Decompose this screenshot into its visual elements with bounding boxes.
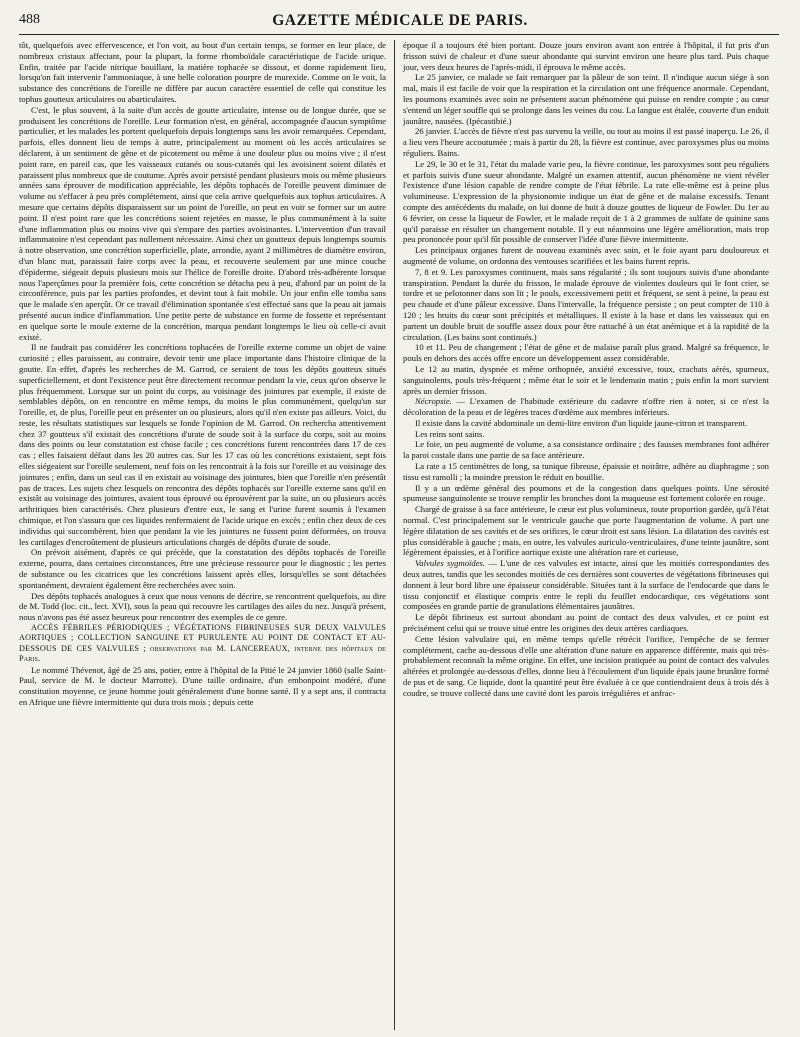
- paragraph: Le nommé Thévenot, âgé de 25 ans, potier, entre à l'hôpital de la Pitié le 24 janvier 1860 (salle Saint-Paul, service de M. le docteur Marrotte). D'une taille ordinaire, d'un embonpoint modéré, d'une constitution moyenne, ce jeune homme jouit généralement d'une bonne santé. Il y a sept ans, il contracta en Afrique une fièvre intermittente qui dura trois mois ; depuis cette: [19, 664, 386, 708]
- paragraph: Le 12 au matin, dyspnée et même orthopnée, anxiété excessive, toux, crachats aérés, spumeux, sanguinolents, pouls très-fréquent ; même état le soir et le lendemain matin ; puis enfin la mort survient après un dernier frisson.: [403, 363, 769, 396]
- paragraph: Le foie, un peu augmenté de volume, a sa consistance ordinaire ; des fausses membranes font adhérer la paroi costale dans une partie de sa face antérieure.: [403, 439, 769, 461]
- paragraph: C'est, le plus souvent, à la suite d'un accès de goutte articulaire, intense ou de longue durée, que se produisent les concrétions de l'oreille. Leur formation n'est, en général, accompagnée d'aucun symptôme particulier, et les malades les portent quelquefois depuis longtemps sans les avoir remarquées. Cependant, parfois, elles donnent lieu de temps à autre, principalement au moment où les accès articulaires se déclarent, à un sentiment de gêne et de picotement ou même à une douleur plus ou moins vive ; il n'est point rare, en pareil cas, que les vaisseaux cutanés ou sous-cutanés qui les avoisinent soient dilatés et paraissent plus nombreux que de coutume. Après avoir persisté pendant plusieurs mois ou même plusieurs années sans éprouver de modification appréciable, les dépôts tophacés de l'oreille peuvent diminuer de volume ou s'effacer à peu près complétement, ainsi que cela arrive quelquefois aux tophus articulaires. A mesure que certains dépôts disparaissent sur un point de l'oreille, on peut en voir se former sur un autre point. Il n'est point rare que les concrétions soient rejetées en masse, le plus communément à la suite d'une inflammation plus ou moins vive qui s'empare des parties avoisinantes. L'intervention d'un travail inflammatoire n'est cependant pas nullement nécessaire. Ainsi chez un goutteux depuis longtemps soumis à notre observation, une concrétion superficielle, plate, arrondie, ayant 2 millimètres de diamètre environ, d'un blanc mat, paraissait faire corps avec la peau, et recouverte seulement par une mince couche d'épiderme, siégeait depuis plusieurs mois sur l'hélice de l'oreille droite. D'abord très-adhérente lorsque nous l'aperçûmes pour la première fois, cette concrétion se détacha peu à peu, d'abord par un point de la circonférence, puis par les parties profondes, et devint tout à fait mobile. Un jour enfin elle tomba sans que le malade s'en aperçût. Or ce travail d'élimination spontanée s'est effectué sans que la peau ait jamais présenté aucun indice d'inflammation. Une petite perte de substance en forme de fossette et représentant en quelque sorte le moule externe de la concrétion, marqua pendant longtemps le lieu où celle-ci avait existé.: [19, 104, 386, 342]
- paragraph: Cette lésion valvulaire qui, en même temps qu'elle rétrécit l'orifice, l'empêche de se fermer complétement, cache au-dessous d'elle une altération d'une nature en apparence différente, mais qui très-probablement reconnaît la même origine. En effet, une incision pratiquée au point de contact des valvules altérées et prolongée au-dessous d'elles, donne lieu à l'écoulement d'un liquide épais jaune brunâtre formé de pus et de sang. Ce liquide, dont la quantité peut être évaluée à ce que contiendraient deux à trois dés à coudre, se trouve collecté dans une cavité dont les parois irrégulières et anfrac-: [403, 633, 769, 698]
- section-title: [19, 623, 386, 665]
- paragraph: On prévoit aisément, d'après ce qui précède, que la constatation des dépôts tophacés de l'oreille externe, pourra, dans certaines circonstances, être une précieuse ressource pour le diagnostic ; les pertes de substance ou les cicatrices que les concrétions laissent après elles, lorsqu'elles se sont détachées spontanément, devraient également être recherchées avec soin.: [19, 547, 386, 590]
- paragraph: Le dépôt fibrineux est surtout abondant au point de contact des deux valvules, et ce point est précisément celui qui se trouve situé entre les origines des deux artères cardiaques.: [403, 612, 769, 634]
- paragraph: époque il a toujours été bien portant. Douze jours environ avant son entrée à l'hôpital, il fut pris d'un frisson suivi de chaleur et d'une sueur abondante qui survint environ une heure plus tard. Puis chaque jour, vers deux heures de l'après-midi, il éprouva le même accès.: [403, 40, 769, 72]
- paragraph: Les reins sont sains.: [415, 428, 485, 439]
- paragraph: Il existe dans la cavité abdominale un demi-litre environ d'un liquide jaune-citron et transparent.: [415, 417, 748, 428]
- paragraph: La rate a 15 centimètres de long, sa tunique fibreuse, épaissie et noirâtre, adhère au diaphragme ; son tissu est ramolli ; la moindre pression le réduit en bouillie.: [403, 461, 769, 482]
- paragraph: Des dépôts tophacés analogues à ceux que nous venons de décrire, se rencontrent quelquefois, au dire de M. Todd (loc. cit., lect. XVI), sous la peau qui recouvre les cartilages des ailes du nez. Jusqu'à présent, nous n'avons pas été assez heureux pour rencontrer des exemples de ce genre.: [19, 590, 386, 623]
- left-column: [19, 40, 394, 1030]
- paragraph: Le 25 janvier, ce malade se fait remarquer par la pâleur de son teint. Il n'indique aucun siége à son mal, mais il est facile de voir que la respiration et la circulation ont une fréquence anormale. Cependant, les poumons examinés avec soin ne présentent aucun phénomène qui puisse en rendre compte ; au cœur s'entend un léger souffle qui se prolonge dans les veines du cou. La langue est étalée, couverte d'un enduit jaunâtre, nausées. (Ipécastibié.): [403, 72, 769, 126]
- paragraph-text: — L'examen de l'habitude extérieure du cadavre n'offre rien à noter, si ce n'est la décoloration de la peau et de légères traces d'œdème aux membres inférieurs.: [403, 396, 769, 418]
- paragraph: 10 et 11. Peu de changement ; l'état de gêne et de malaise paraît plus grand. Malgré sa fréquence, le pouls en dehors des accès offre encore un développement assez considérable.: [403, 342, 769, 364]
- paragraph: 7, 8 et 9. Les paroxysmes continuent, mais sans régularité ; ils sont toujours suivis d'une abondante transpiration. Pendant la durée du frisson, le malade éprouve de violentes douleurs qui le font crier, se tordre et se pelotonner dans son lit ; le pouls, excessivement petit et fréquent, se sent à peine, la peau est peu chaude et d'une pâleur excessive. Dans l'intervalle, la fréquence persiste ; on peut compter de 110 à 120 ; les bruits du cœur sont précipités et métalliques. Il existe à la base et dans les vaisseaux qui en partent un double bruit de souffle assez doux pour être rattaché à un état anémique et à la rapidité de la circulation. (Les bains sont continués.): [403, 266, 769, 342]
- paragraph: 26 janvier. L'accès de fièvre n'est pas survenu la veille, ou tout au moins il est passé inaperçu. Le 26, il a lieu vers l'heure accoutumée ; mais à partir du 28, la fièvre est continue, avec paroxysmes plus ou moins réguliers. Bains.: [403, 126, 769, 158]
- paragraph: tôt, quelquefois avec effervescence, et l'on voit, au bout d'un certain temps, se former en leur place, de nombreux cristaux affectant, pour la plupart, la forme rhomboïdale caractéristique de l'acide urique. Enfin, traitée par l'acide nitrique bouillant, la matière tophacée se dissout, et donne rapidement lieu, lorsqu'on fait intervenir l'ammoniaque, à une belle coloration pourpre de murexide. Comme on le voit, la substance des concrétions de l'oreille ne diffère par aucun caractère essentiel de celle qui constitue les tophus goutteux articulaires ou abarticulaires.: [19, 40, 386, 104]
- journal-title: GAZETTE MÉDICALE DE PARIS.: [272, 12, 528, 29]
- section-title-text: ACCÈS FÉBRILES PÉRIODIQUES ; VÉGÉTATIONS FIBRINEUSES SUR DEUX VALVULES AORTIQUES ; COLLECTION SANGUINE ET PURULENTE AU POINT DE CONTACT ET AU-DESSOUS DE CES VALVULES ; observations par M. LANCEREAUX, interne des hôpitaux de Paris.: [19, 623, 386, 664]
- paragraph: Les principaux organes furent de nouveau examinés avec soin, et le foie ayant paru douloureux et augmenté de volume, on ordonna des ventouses scarifiées et les bains furent repris.: [403, 245, 769, 266]
- paragraph: [403, 396, 769, 418]
- paragraph: [403, 558, 769, 612]
- paragraph-text: — L'une de ces valvules est intacte, ainsi que les moitiés correspondantes des deux autres, tandis que les secondes moitiés de ces dernières sont couvertes de végétations fibrineuses qui donnent à leur bord libre une épaisseur considérable. Situées tant à la surface de l'endocarde que dans le tissu conjonctif et élastique compris entre le repli du feuillet endocardique, ces végétations sont composées en grande partie de granulations élémentaires jaunâtres.: [403, 558, 769, 612]
- paragraph: Chargé de graisse à sa face antérieure, le cœur est plus volumineux, toute proportion gardée, qu'à l'état normal. C'est principalement sur le ventricule gauche que porte l'augmentation de volume. A part une légère dilatation de ses cavités et de ses orifices, le cœur droit est sans lésion. La dilatation des cavités est plus considérable à gauche ; mais, en outre, les valvules auriculo-ventriculaires, d'une teinte jaunâtre, sont légèrement épaissies, et à l'orifice aortique existe une altération rare et curieuse,: [403, 504, 769, 558]
- valves-label: Valvules sygmoïdes.: [415, 558, 486, 569]
- page-number: 488: [19, 12, 40, 27]
- text-columns: [19, 40, 779, 1030]
- necropsy-label: Nécropsie.: [415, 396, 452, 407]
- paragraph: Le 29, le 30 et le 31, l'état du malade varie peu, la fièvre continue, les paroxysmes sont peu réguliers et parfois suivis d'une sueur abondante. Malgré un examen attentif, aucun phénomène ne vient révéler l'existence d'une lésion capable de rendre compte de l'état fébrile. La rate elle-même est à peine plus volumineuse. L'expression de la physionomie indique un état de gêne et de malaise excessifs. Tenant compte des antécédents du malade, on lui donne de huit à douze gouttes de liqueur de Fowler. Du 1er au 6 février, on cesse la liqueur de Fowler, et le malade reçoit de 1 à 2 grammes de sulfate de quinine sans qu'il paraisse en résulter un changement notable. Il y eut néanmoins une légère amélioration, mais trop peu prononcée pour qu'il fût possible de conserver l'idée d'une fièvre intermittente.: [403, 158, 769, 245]
- paragraph: Il y a un œdème général des poumons et de la congestion dans quelques points. Une sérosité spumeuse sanguinolente se trouve remplir les bronches dont la muqueuse est fortement colorée en rouge.: [403, 482, 769, 504]
- right-column: [394, 40, 769, 1030]
- page-header: [19, 12, 779, 35]
- paragraph: Il ne faudrait pas considérer les concrétions tophacées de l'oreille externe comme un objet de vaine curiosité ; elles paraissent, au contraire, devoir tenir une place importante dans l'histoire clinique de la goutte. En effet, d'après les recherches de M. Garrod, ce seraient de tous les dépôts goutteux situés superficiellement, et dont l'existence peut être directement reconnue pendant la vie, ceux qu'on observe le plus fréquemment. Lorsque sur un point du corps, au voisinage des jointures par exemple, il existe de semblables dépôts, on en rencontre en même temps, du moins le plus communément, quelqu'un sur l'oreille, et, de plus, l'oreille peut en présenter un ou plusieurs, alors qu'il n'en existe pas ailleurs. Voici, du reste, les résultats statistiques sur lesquels se fonde l'opinion de M. Garrod. On rechercha attentivement chez 37 goutteux s'il existait des concrétions d'urate de soude soit à la surface du corps, soit au moins dans des points ou leur constatation est chose facile ; ces concrétions furent rencontrées dans 17 de ces cas ; elles faisaient défaut dans les 20 autres cas. Sur les 17 cas où les concrétions existaient, sept fois elles siégeaient sur l'oreille seulement, neuf fois on les rencontrait à la fois sur l'oreille et au voisinage des jointures ; enfin, dans un seul cas il en existait au voisinage des jointures, bien que l'oreille n'en présentât pas de traces. Les sujets chez lesquels on rencontra des dépôts tophacés sur l'oreille externe sans qu'il en existât au voisinage des jointures, avaient tous éprouvé ou éprouvèrent par la suite, un ou plusieurs accès arthritiques bien caractérisés. Chez plusieurs d'entre eux, le sang et l'urine furent soumis à l'examen chimique, et l'on s'assura que ces liquides renfermaient de l'acide urique en excès ; enfin chez deux de ces individus qui succombèrent, bien que pendant la vie les jointures ne fussent point déformées, on trouva les cartilages d'encroûtement de plusieurs articulations chargés de dépôts d'urate de soude.: [19, 342, 386, 547]
